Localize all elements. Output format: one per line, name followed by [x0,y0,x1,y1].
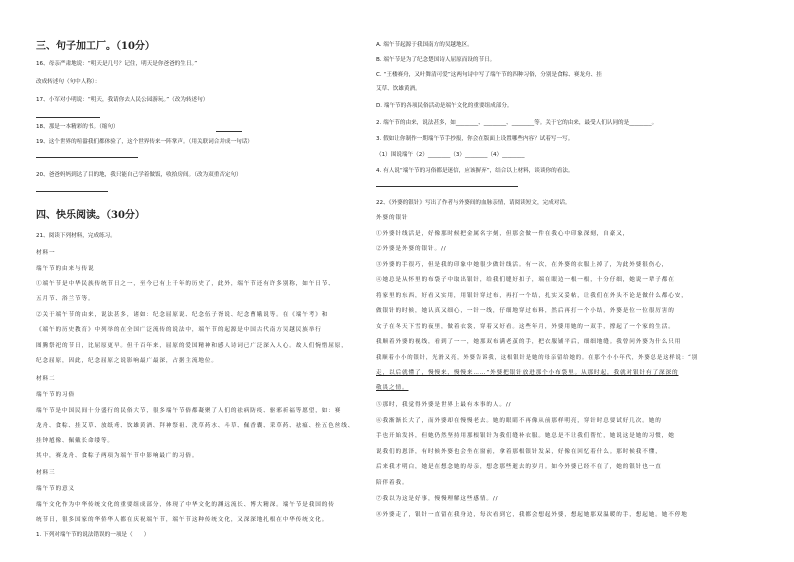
story-line: 手也开始发抖，但她仍然坚持用那根银针为我们缝补衣服。她总是不让我们帮忙，她说这是她的习惯，她 [376,433,675,439]
story-title: 外婆的银针 [376,215,409,221]
story-line: ⑦我以为这是好事，慢慢理解这些感情。// [376,496,499,502]
material-1-line: 五月节、浴兰节等。 [36,296,95,302]
story-line-underlined: 走，以后就懂了，慢慢来，慢慢来……”外婆把银针放进那个小布袋里。从那时起，我就对银针有了深深的 [376,370,679,376]
story-line: 说我们的恩泽，有时候外婆也会坐在窗前，拿着那根银针发呆，好像在回忆着什么。那时候我不懂， [376,449,662,455]
material-2-line: 其中，赛龙舟、食粽子两项为端午节中影响最广的习俗。 [36,453,199,459]
material-3-title: 端午节的意义 [36,486,75,492]
question-18: 18、那是一本精彩的书。（缩句） [36,124,119,130]
material-1-title: 端午节的由来与传说 [36,266,95,272]
material-1-line: 图腾祭祀的节日，比屈原更早。但千百年来，屈原的爱国精神和感人诗词已广泛深入人心。故人们惋惜屈原， [36,343,348,349]
material-1-line: 《端午的历史教育》中列举的在全国广泛流传的说法中，端午节的起源是中国古代南方吴越民族举行 [36,327,322,333]
story-line: 将家里的东西，好看又实用，用银针穿过布，再打一个结，扎实又妥帖，让我们在外头不论是做什么都心安， [376,293,688,299]
material-3-line: 端午文化作为中华传统文化的重要组成部分，体现了中华文化的渊远流长、博大精深。端午节是我国的传 [36,502,335,508]
story-line: ⑤那时，我觉得外婆是世界上最有本事的人。// [376,402,512,408]
question-20: 20、爸爸妈妈到达了目的地，我只能自己学着做饭，收拾房间。（改为双重否定句） [36,172,242,178]
question-21: 21、阅读下列材料，完成练习。 [36,233,116,239]
material-2-line: 端午节是中国民间十分盛行的民俗大节，很多端午节俗都凝聚了人们的祛病防疫、驱邪祈福等愿望，如：赛 [36,408,342,414]
story-line: ⑧外婆走了，银针一直留在我身边，每次看到它，我都会想起外婆，想起她那双温暖的手，想起她。她不停地 [376,512,688,518]
material-2-line: 龙舟、食粽、挂艾草、放纸鸢、饮雄黄酒、拜神祭祖、洗草药水、斗草、佩香囊、采草药、祛瘟、拴五色丝线、 [36,423,355,429]
option-b: B. 端午节是为了纪念楚国诗人屈原而设的节日。 [376,57,496,63]
option-a: A. 端午节起源于我国南方的吴越地区。 [376,42,473,48]
section-3-title: 三、句子加工厂。（10分） [36,41,155,52]
question-21-3: 3. 假如让你制作一期端午节手抄报，你会在版面上设置哪些内容？试着写一写。 [376,136,574,142]
material-1-line: ②关于端午节的由来，说法甚多，诸如：纪念屈原说、纪念伍子胥说、纪念曹娥说等。在《端午考》和 [36,312,329,318]
material-1-label: 材料一 [36,250,56,256]
story-line-underlined: 敬畏之情。 [376,385,409,391]
question-22: 22、《外婆的银针》写出了作者与外婆间的血脉亲情，请阅读短文，完成对话。 [376,200,571,206]
question-21-4: 4. 有人说“端午节的习俗都是迷信，应该摒弃”，结合以上材料，谈谈你的看法。 [376,168,574,174]
question-21-2: 2. 端午节的由来，说法甚多，如________、________、________等。关于它的由来，最受人们认同的是________。 [376,120,658,126]
option-c-continued: 艾草、饮雄黄酒。 [376,86,421,92]
answer-line-20[interactable] [36,191,108,192]
question-17: 17、小军对小明说：“明天，我请你去人民公园游玩。”（改为转述句） [36,97,209,103]
story-line: 我顺着小小的银针，光滑又亮，外婆告诉我，这根银针是她的母亲留给她的。在那个小小年代，外婆总是这样说：“别 [376,355,698,361]
answer-line-18[interactable] [216,131,242,132]
question-16-instruction: 改成转述句（句中人称）： [36,79,101,85]
material-2-label: 材料二 [36,376,56,382]
option-d: D. 端午节的各项民俗活动是端午文化的重要组成部分。 [376,103,513,109]
story-line: ②外婆是外婆的银针。// [376,246,447,252]
answer-line-21-4[interactable] [376,186,518,187]
material-2-line: 挂钟馗像、佩戴长命缕等。 [36,438,114,444]
material-1-line: 纪念屈原，因此，纪念屈原之说影响最广最深，占据主流地位。 [36,358,218,364]
answer-line-19[interactable] [36,157,138,158]
option-c: C. “王楼赛舟，又叶舞清可爱”这两句诗中写了端午节的四种习俗，分别是食粽、赛龙舟、挂 [376,72,602,78]
story-line: ③外婆的手很巧，但是我的印象中她很少做针线活。有一次，在外婆的衣服上掉了，为此外婆很伤心， [376,262,669,268]
material-3-line: 统节日，很多国家的华侨华人都在庆祝端午节，端午节这种传统文化，又深深地扎根在中华传统文化。 [36,517,329,523]
section-4-title: 四、快乐阅读。（30分） [36,210,145,221]
story-line: ④她总是从怀里的布袋子中取出银针，给我们缝好扣子，端在眼边一根一根，十分仔细，她说一辈子都在 [376,277,675,283]
question-21-1: 1. 下列对端午节的说法错误的一项是（ ） [36,532,150,538]
question-16: 16、母亲严肃地说：“明天是几号？记住，明天是你爸爸的生日。” [36,61,198,67]
story-line: 做银针的时候，她认真又细心，一针一线，仔细地穿过布料，然后再打一个小结，外婆是位一位很厉害的 [376,308,675,314]
story-line: 后来我才明白，她是在想念她的母亲，想念那些逝去的岁月。如今外婆已经不在了，她的银针也一直 [376,464,662,470]
story-line: 陪伴着我。 [376,480,409,486]
question-19: 19、这个世界的喧嚣我们都体验了，这个世界传来一阵掌声。（用关联词合并成一句话） [36,139,253,145]
material-2-title: 端午节的习俗 [36,392,75,398]
material-3-label: 材料三 [36,470,56,476]
story-line: 我顺着外婆的视线，看到了一一，她那双布满老茧的手，把衣服铺平后，细细地缝。我曾问外婆为什么只用 [376,339,682,345]
material-1-line: ①端午节是中华民族传统节日之一，至今已有上千年的历史了，此外，端午节还有许多别称，如午日节、 [36,281,335,287]
question-21-3-blanks: （1）围说端午（2）________（3）________（4）________ [376,152,525,158]
story-line: ⑥我渐渐长大了，而外婆却在慢慢老去。她的眼睛不再像从前那样明亮，穿针时总要试好几次。她的 [376,418,662,424]
story-line: ①外婆针线活是，好像那时候把金属名字刻，但那会做一件在我心中印象深刻，自豪又， [376,231,630,237]
answer-line-17[interactable] [36,117,100,118]
story-line: 女子在冬天下雪的夜里，做着衣裳，穿着又好看。这些年月，外婆用她的一双手，撑起了一个家的生活。 [376,324,675,330]
